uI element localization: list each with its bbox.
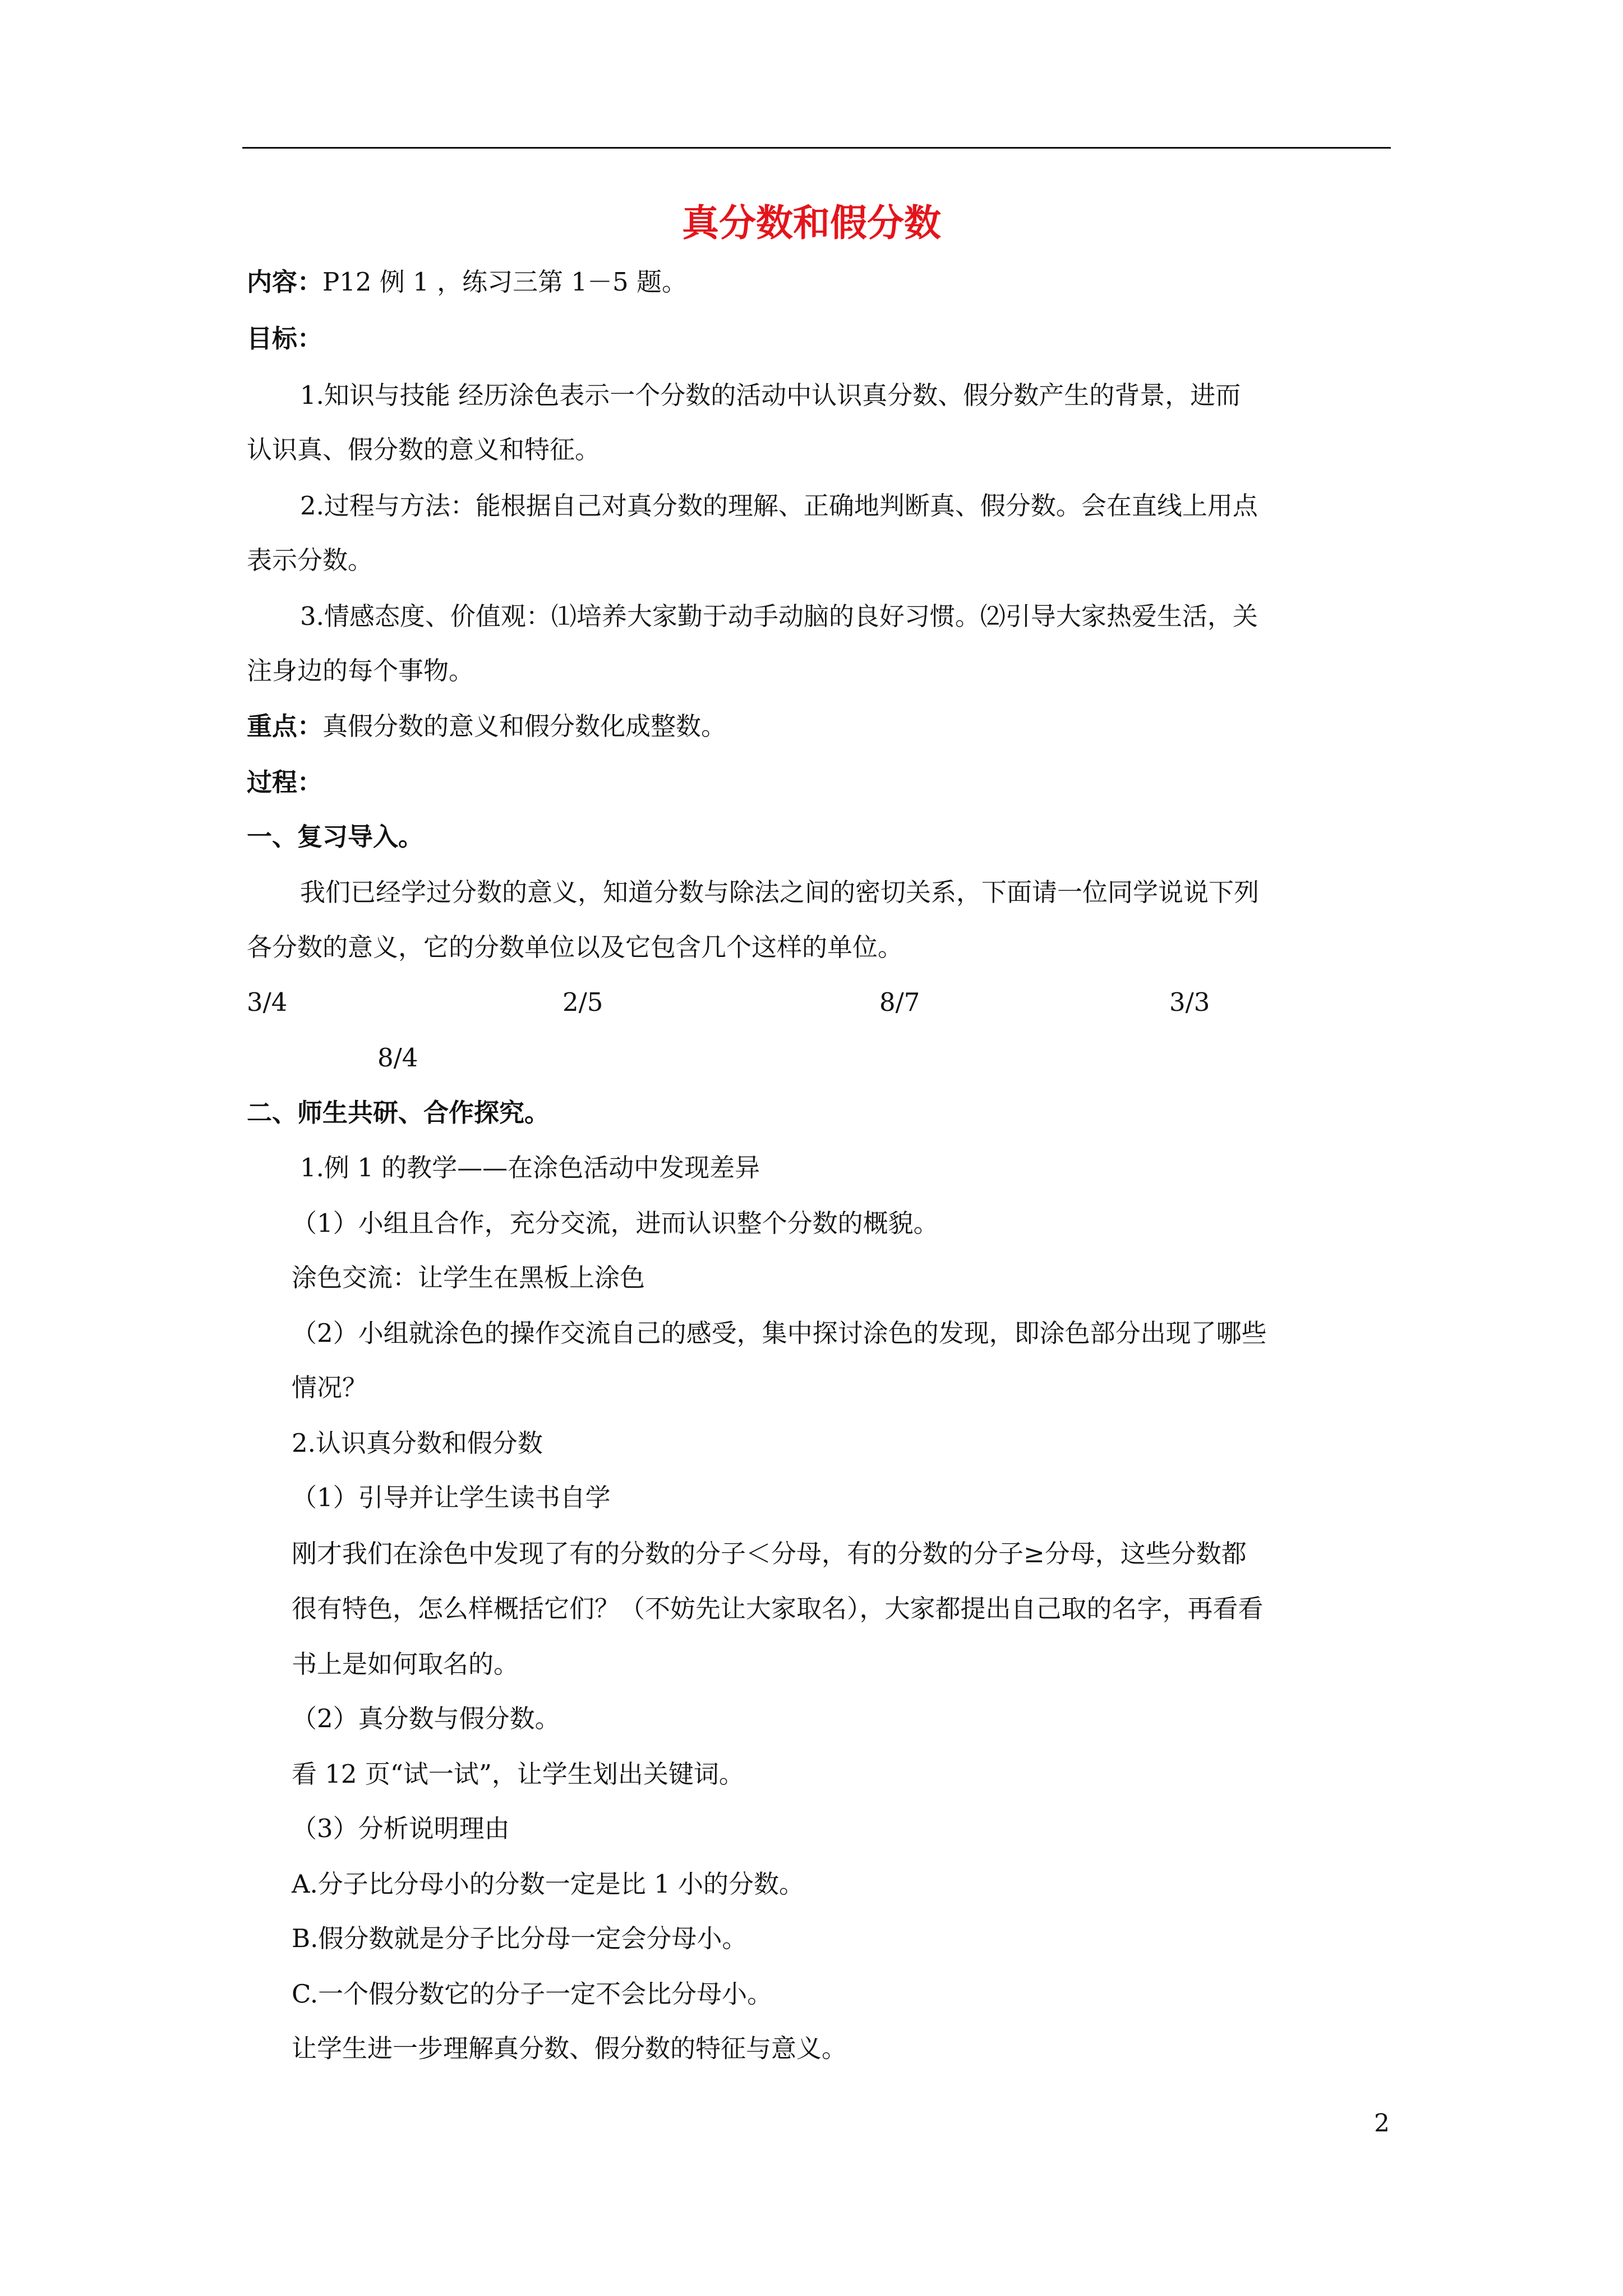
key-point-text: 真假分数的意义和假分数化成整数。 (322, 711, 727, 741)
key-point-line (247, 710, 726, 743)
content-label: 内容： (247, 267, 323, 297)
process-item: 刚才我们在涂色中发现了有的分数的分子＜分母，有的分数的分子≥分母，这些分数都 (292, 1539, 1247, 1568)
fraction-item: 8/7 (879, 987, 920, 1017)
content-line (247, 265, 687, 299)
content-text: P12 例 1 ，练习三第 1－5 题。 (322, 267, 687, 297)
process-item: 1.例 1 的教学——在涂色活动中发现差异 (300, 1153, 760, 1182)
process-item: 情况？ (292, 1373, 368, 1402)
section-2-heading: 二、师生共研、合作探究。 (247, 1098, 550, 1128)
process-item: 涂色交流：让学生在黑板上涂色 (292, 1263, 645, 1292)
fraction-item: 3/4 (247, 987, 288, 1017)
section-1-line-2: 各分数的意义，它的分数单位以及它包含几个这样的单位。 (247, 932, 903, 962)
goal-2-line-1: 2.过程与方法：能根据自己对真分数的理解、正确地判断真、假分数。会在直线上用点 (300, 491, 1258, 521)
process-item: （3）分析说明理由 (292, 1814, 510, 1843)
process-item: A.分子比分母小的分数一定是比 1 小的分数。 (292, 1869, 805, 1899)
process-item: （2）小组就涂色的操作交流自己的感受，集中探讨涂色的发现，即涂色部分出现了哪些 (292, 1318, 1267, 1348)
fraction-item: 2/5 (562, 987, 603, 1017)
key-point-label: 重点： (247, 711, 323, 741)
process-item: 书上是如何取名的。 (292, 1649, 519, 1679)
goal-1-line-2: 认识真、假分数的意义和特征。 (247, 435, 601, 464)
process-item: （2）真分数与假分数。 (292, 1704, 560, 1733)
page-number: 2 (1374, 2109, 1390, 2138)
process-item: （1）引导并让学生读书自学 (292, 1483, 611, 1512)
goal-1-line-1: 1.知识与技能 经历涂色表示一个分数的活动中认识真分数、假分数产生的背景，进而 (300, 380, 1241, 410)
process-label: 过程： (247, 767, 323, 797)
fraction-item: 3/3 (1169, 987, 1210, 1017)
process-item: （1）小组且合作，充分交流，进而认识整个分数的概貌。 (292, 1208, 939, 1238)
process-item: C.一个假分数它的分子一定不会比分母小。 (292, 1979, 773, 2009)
goals-label: 目标： (247, 324, 323, 353)
section-1-heading: 一、复习导入。 (247, 822, 424, 852)
process-item: 让学生进一步理解真分数、假分数的特征与意义。 (292, 2033, 847, 2063)
document-title: 真分数和假分数 (682, 201, 941, 245)
process-item: 2.认识真分数和假分数 (292, 1428, 543, 1458)
process-item: 很有特色，怎么样概括它们？（不妨先让大家取名），大家都提出自己取的名字，再看看 (292, 1594, 1264, 1623)
process-item: B.假分数就是分子比分母一定会分母小。 (292, 1924, 748, 1953)
section-1-line-1: 我们已经学过分数的意义，知道分数与除法之间的密切关系，下面请一位同学说说下列 (300, 877, 1260, 907)
header-rule (242, 147, 1391, 149)
process-item: 看 12 页“试一试”，让学生划出关键词。 (292, 1759, 744, 1789)
goal-2-line-2: 表示分数。 (247, 545, 374, 575)
goal-3-line-2: 注身边的每个事物。 (247, 656, 474, 685)
goal-3-line-1: 3.情感态度、价值观：⑴培养大家勤于动手动脑的良好习惯。⑵引导大家热爱生活，关 (300, 601, 1258, 631)
fraction-item: 8/4 (377, 1043, 418, 1073)
